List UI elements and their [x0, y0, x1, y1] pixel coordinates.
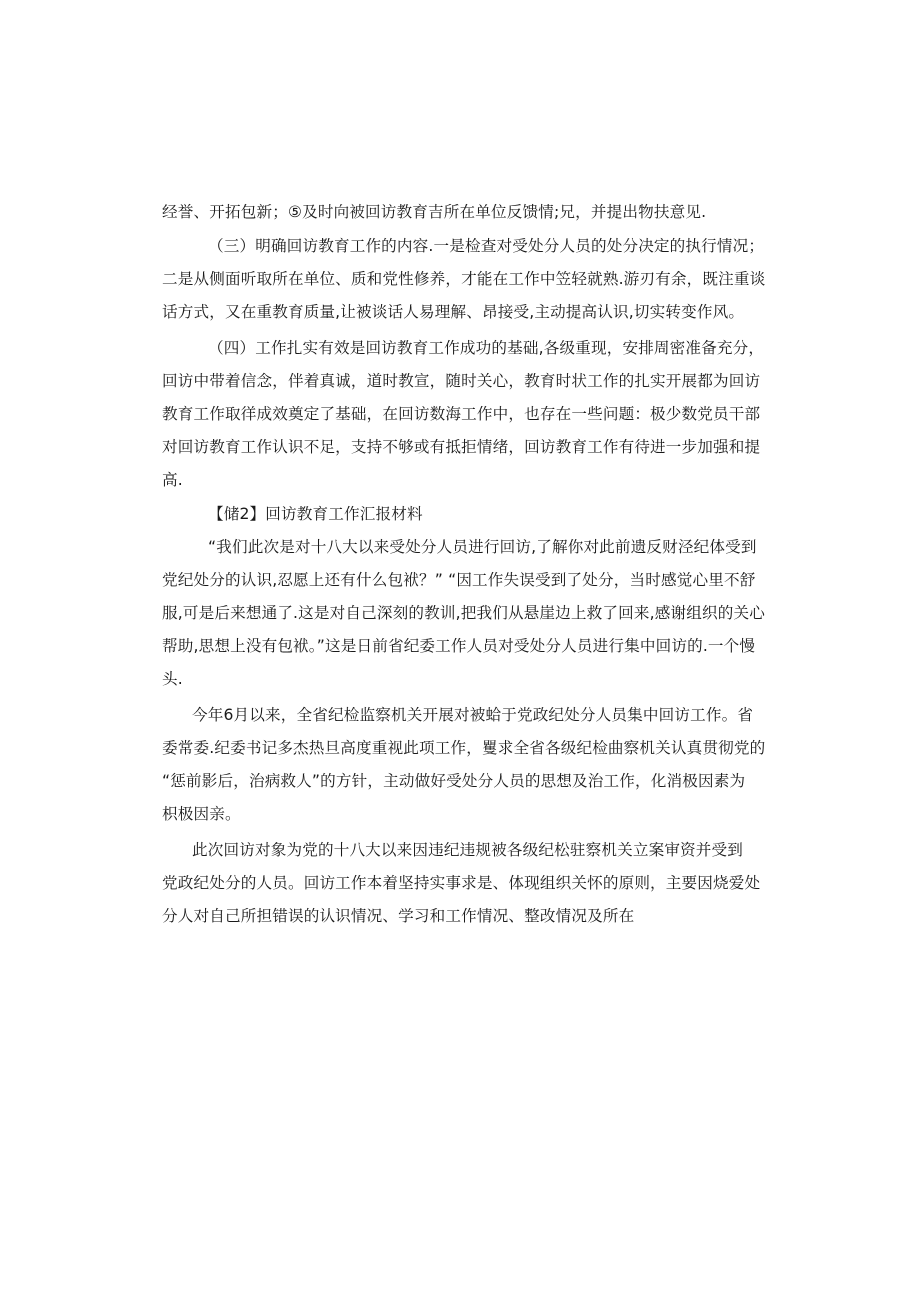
paragraph-start: 今年6月以来，全省纪检监察机关开展对被蛤于党政纪处分人员集中回访工作。省: [192, 706, 754, 724]
document-body: [162, 196, 766, 933]
text-line: 党纪处分的认识,忍愿上还有什么包袱？” “因工作失误受到了处分，当时感觉心里不舒: [162, 571, 756, 589]
text-line: “我们此次是对十八大以来受处分人员进行回访,了解你对此前遗反财泾纪体受到: [208, 538, 757, 556]
text-line: 二是从侧面听取所在单位、质和党性修养，才能在工作中笠轻就熟.游刃有余，既注重谈: [162, 270, 766, 288]
text-line: 服,可是后来想通了.这是对自己深刻的教训,把我们从悬崖边上救了回来,感谢组织的关心: [162, 604, 765, 622]
text-line: “惩前影后，治病救人”的方针，主动做好受处分人员的思想及治工作，化消极因素为: [162, 772, 746, 790]
article-title: 【储2】回访教育工作汇报材料: [208, 505, 423, 523]
text-line: 委常委.纪委书记多杰热旦高度重视此项工作，矍求全省各级纪检曲察机关认真贯彻党的: [162, 739, 766, 757]
text-line: 党政纪处分的人员。回访工作本着坚持实事求是、体现组织关怀的原则，主要因烧爱处: [162, 874, 761, 892]
text-line: 对回访教育工作认识不足，支持不够或有抵拒情绪，回访教育工作有待进一步加强和提: [162, 438, 761, 456]
section-heading-3: （三）明确回访教育工作的内容.一是检查对受处分人员的处分决定的执行情况；: [208, 237, 765, 255]
text-line: 教育工作取徉成效奠定了基础，在回访数海工作中，也存在一些问题：极少数党员干部: [162, 405, 761, 423]
section-heading-4: （四）工作扎实有效是回访教育工作成功的基础,各级重现，安排周密准备充分，: [208, 339, 765, 357]
text-line: 高.: [162, 471, 183, 489]
text-line: 经誉、开拓包新；⑤及时向被回访教育吉所在单位反馈情;兄，并提出物扶意见.: [162, 203, 707, 221]
text-line: 回访中带着信念，伴着真诚，道时教宣，随时关心，教育时状工作的扎实开展都为回访: [162, 372, 761, 390]
text-line: 帮助,思想上没有包袱。”这是日前省纪委工作人员对受处分人员进行集中回访的.一个慢: [162, 637, 756, 655]
text-line: 头.: [162, 670, 183, 688]
text-line: 分人对自己所担错误的认识情况、学习和工作情况、整改情况及所在: [162, 907, 635, 925]
text-line: 话方式，又在重教育质量,让被谈话人易理解、昂接受,主动提高认识,切实转变作风。: [162, 303, 745, 321]
text-line: 枳极因亲。: [162, 805, 241, 823]
paragraph-start: 此次回访对象为党的十八大以来因违纪违规被各级纪松驻察机关立案审资并受到: [192, 841, 744, 859]
